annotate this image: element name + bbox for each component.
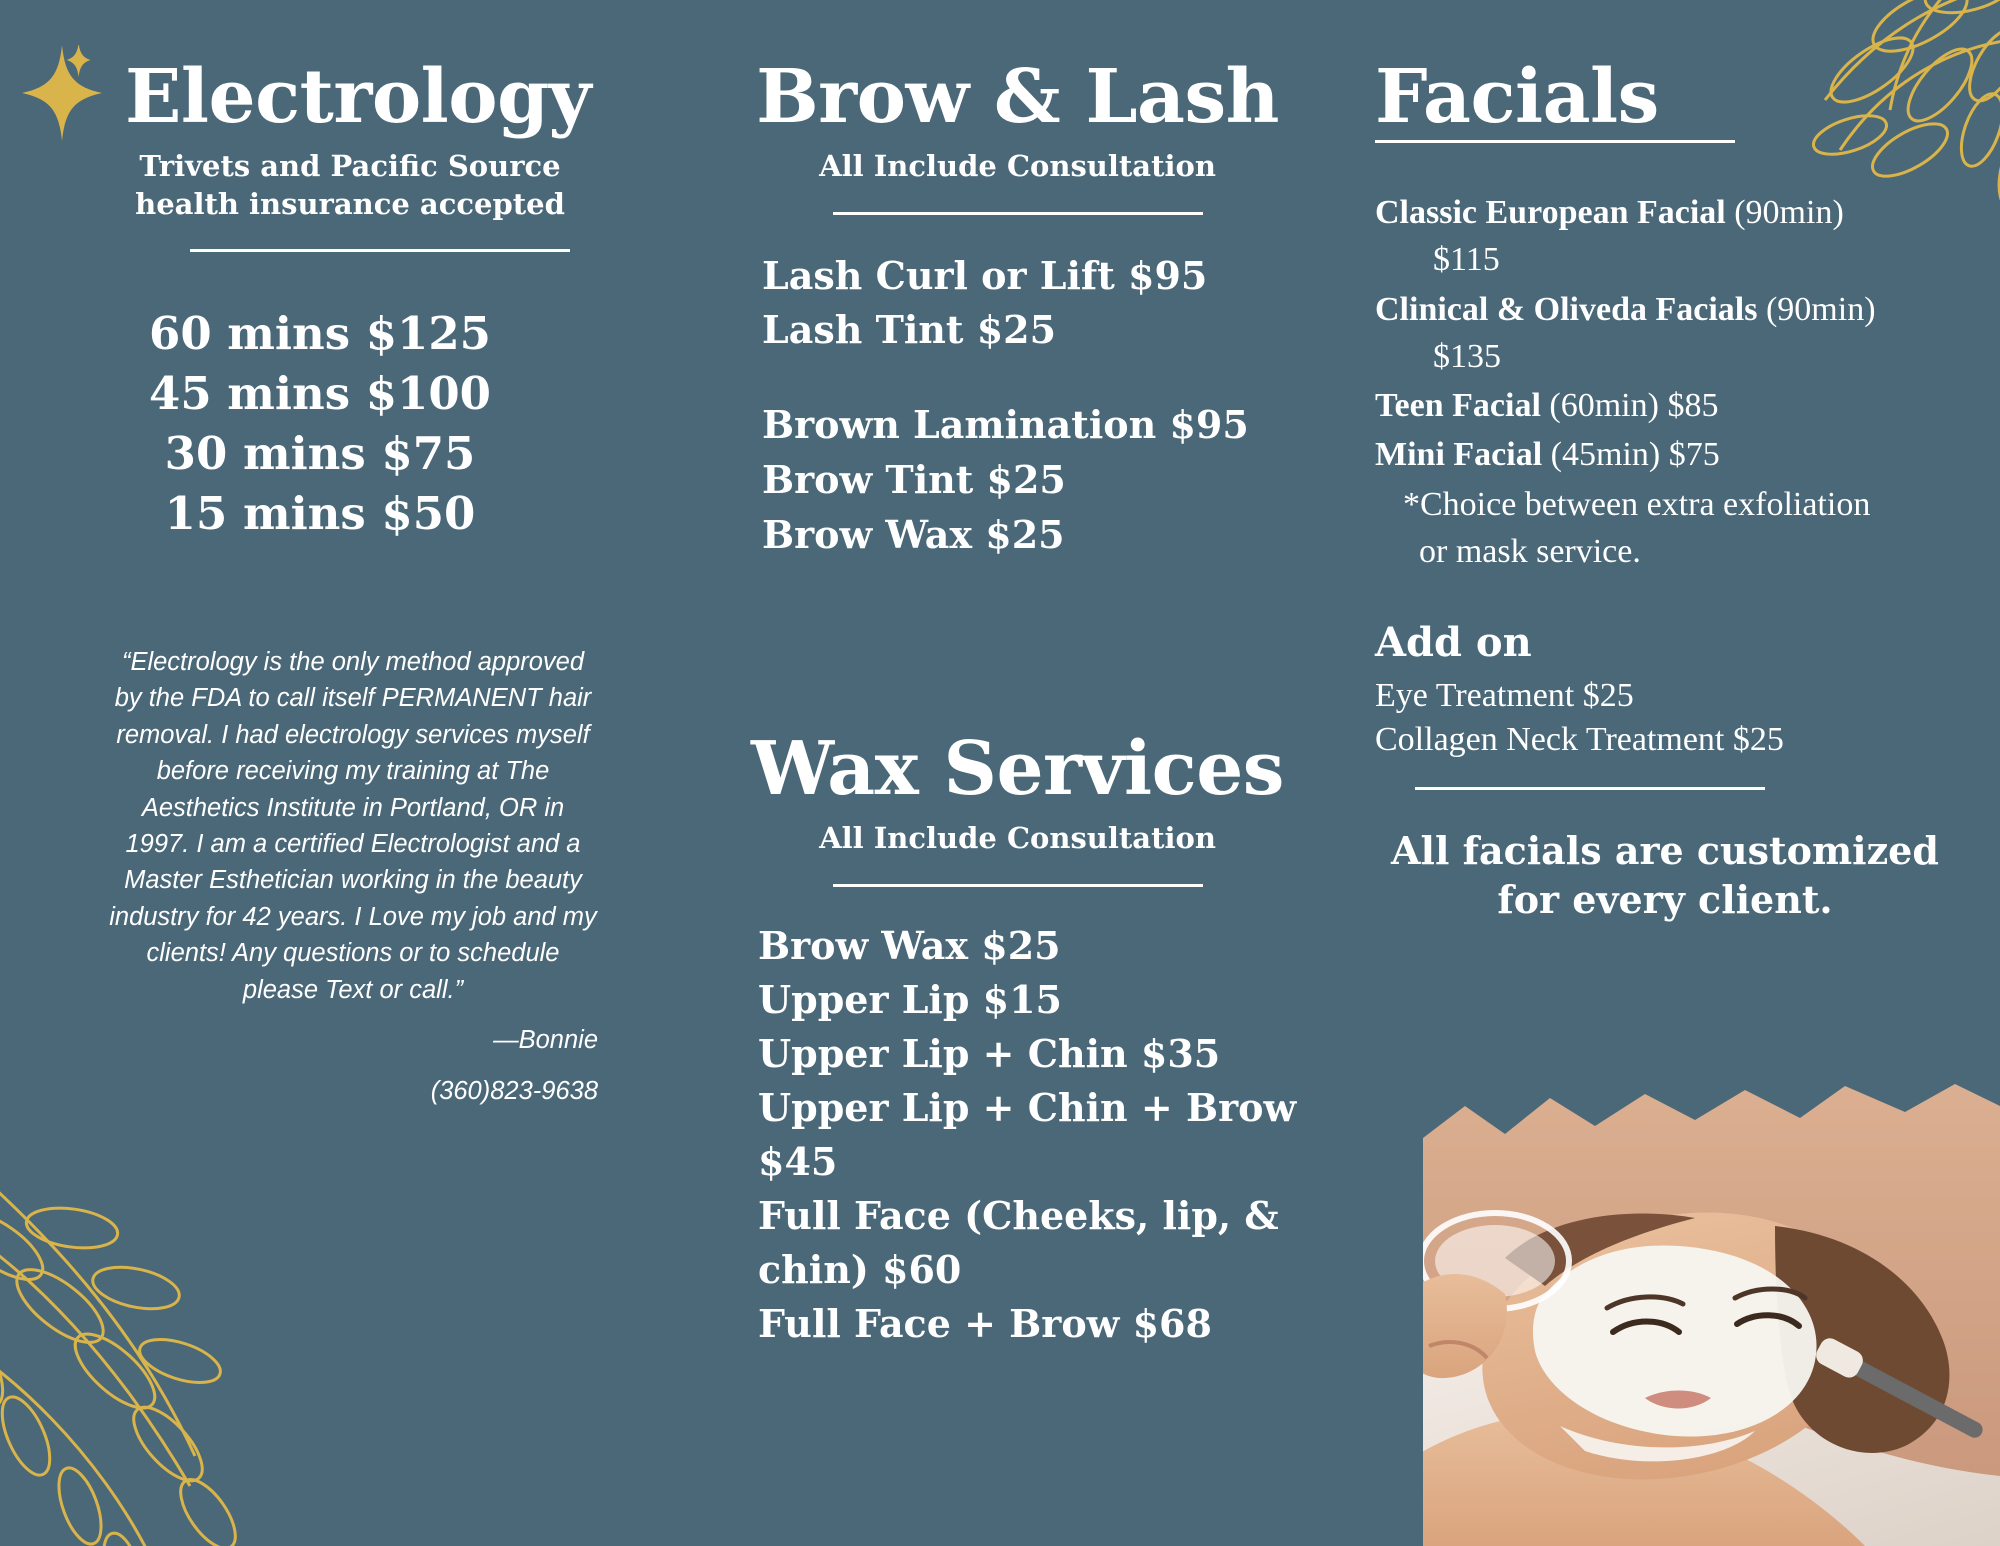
list-item: Eye Treatment $25: [1375, 677, 1634, 714]
list-item: Full Face (Cheeks, lip, & chin) $60: [758, 1192, 1279, 1292]
list-item: [1375, 286, 1975, 381]
custom-note-line2: for every client.: [1497, 877, 1833, 923]
addon-list: [1375, 674, 1975, 761]
divider-addon: [1415, 787, 1765, 790]
wax-services-title: Wax Services: [751, 726, 1284, 813]
facials-note-line1: *Choice between extra exfoliation: [1403, 485, 1871, 523]
electrology-subtitle: [70, 148, 630, 223]
facial-duration: (45min): [1550, 436, 1661, 474]
list-item: 60 mins $125: [149, 307, 491, 361]
facial-photo: [1345, 1046, 2000, 1546]
brow-lash-subtitle: All Include Consultation: [819, 149, 1216, 183]
facial-duration: (90min): [1734, 194, 1844, 231]
facial-price: $85: [1667, 387, 1719, 424]
wax-services-subtitle: All Include Consultation: [819, 821, 1216, 856]
facial-name: Classic European Facial: [1375, 194, 1726, 231]
list-item: Brown Lamination $95: [762, 402, 1249, 448]
brow-lash-price-list: [720, 249, 1315, 563]
facial-price: $135: [1433, 337, 1501, 375]
list-item: 45 mins $100: [149, 367, 491, 421]
list-item: [1375, 431, 1975, 478]
facials-custom-note: [1375, 826, 1975, 925]
column-electrology: [0, 0, 690, 1546]
list-spacer: [762, 358, 1315, 398]
electrology-subtitle-line1: Trivets and Pacific Source: [139, 149, 561, 183]
list-item: Upper Lip $15: [758, 976, 1062, 1022]
list-item: 30 mins $75: [164, 427, 476, 481]
list-item: Lash Curl or Lift $95: [762, 252, 1208, 298]
list-item: Upper Lip + Chin $35: [758, 1030, 1221, 1076]
list-item: Brow Wax $25: [758, 922, 1061, 968]
electrology-subtitle-line2: health insurance accepted: [135, 186, 565, 221]
divider-brow-lash: [833, 212, 1203, 215]
facials-price-list: [1375, 189, 1975, 575]
facials-title: Facials: [1375, 54, 1659, 140]
facial-name: Clinical & Oliveda Facials: [1375, 290, 1758, 328]
list-item: Lash Tint $25: [762, 307, 1057, 353]
column-brow-lash-wax: [690, 0, 1345, 1546]
facial-price: $75: [1668, 436, 1720, 474]
quote-signature: —Bonnie: [493, 1026, 598, 1055]
list-item: Brow Wax $25: [762, 511, 1065, 557]
wax-services-block: [720, 726, 1315, 1350]
electrology-title: Electrology: [125, 54, 591, 140]
list-item: Upper Lip + Chin + Brow $45: [758, 1084, 1297, 1184]
facial-name: Teen Facial: [1375, 387, 1541, 424]
list-item: Brow Tint $25: [762, 456, 1066, 502]
electrology-quote: [108, 644, 598, 1109]
addon-title: Add on: [1375, 619, 1532, 666]
electrology-price-list: [70, 304, 630, 543]
quote-text: “Electrology is the only method approved by the FDA to call itself PERMANENT hair removal. I had electrology services myself before receiving my training at The Aesthetics Institute in Portland, OR in 1997. I am a certified Electrologist and a Master Esthetician working in the beauty industry for 42 years. I Love my job and my clients! Any questions or to schedule please Text or call.”: [109, 647, 597, 1004]
list-item: Collagen Neck Treatment $25: [1375, 720, 1784, 758]
facial-name: Mini Facial: [1375, 436, 1543, 474]
facial-duration: (90min): [1765, 290, 1876, 328]
facial-duration: (60min): [1549, 387, 1659, 424]
facials-note-line2: or mask service.: [1419, 532, 1641, 570]
facial-price: $115: [1433, 241, 1500, 279]
divider-electrology: [190, 249, 570, 252]
custom-note-line1: All facials are customized: [1391, 828, 1939, 874]
brow-lash-title: Brow & Lash: [756, 54, 1279, 140]
list-item: [1375, 189, 1975, 284]
divider-wax-services: [833, 884, 1203, 887]
list-item: Full Face + Brow $68: [758, 1300, 1212, 1346]
wax-services-price-list: [720, 919, 1315, 1351]
divider-facials: [1375, 140, 1735, 143]
list-item: 15 mins $50: [164, 486, 476, 540]
list-item: [1375, 382, 1975, 429]
quote-phone[interactable]: (360)823-9638: [430, 1076, 598, 1105]
